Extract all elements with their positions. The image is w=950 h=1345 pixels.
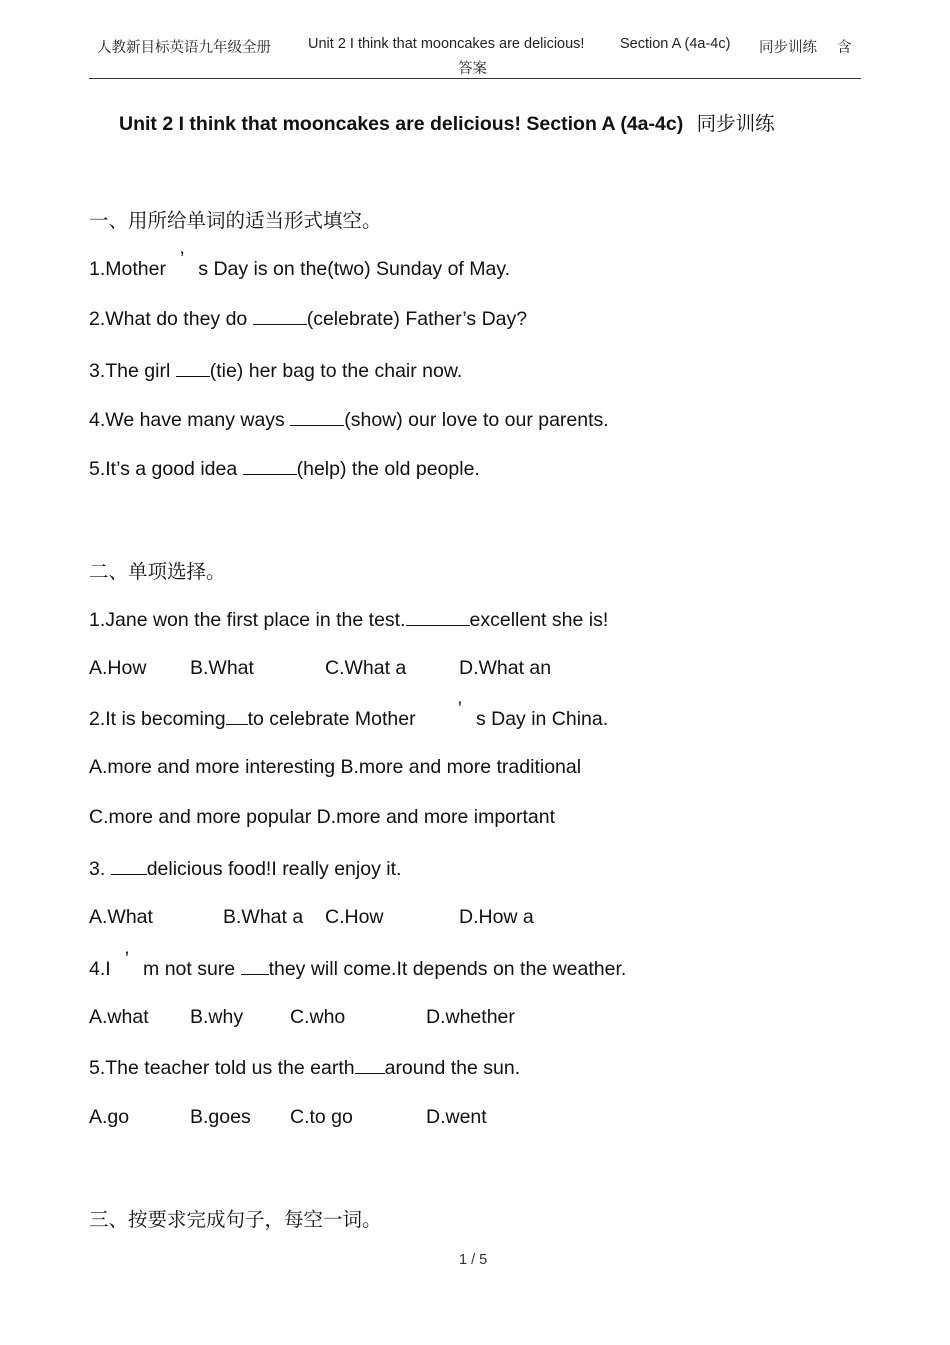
q1-text-d: (two) Sunday of May. [327,258,511,280]
mc-q1-option-a[interactable]: A.How [89,657,147,679]
mc-q1-text-b: excellent she is! [469,609,609,631]
mc-q3-text-b: delicious food!I really enjoy it. [146,858,402,880]
part2-q1 [89,607,608,632]
part2-q2 [89,698,609,731]
mc-q5-option-c[interactable]: C.to go [290,1106,353,1128]
q1-apostrophe: ’ [179,248,185,270]
mc-q4-text-c: m not sure [143,958,236,980]
q1-text-c: s Day is on the [198,258,328,280]
part2-q4 [89,948,627,981]
mc-q2-apostrophe: ’ [457,698,462,720]
answer-blank[interactable] [226,706,248,725]
answer-blank[interactable] [253,306,307,325]
part1-q5 [89,456,480,481]
part1-heading: 一、用所给单词的适当形式填空。 [89,210,382,232]
q2-text-d: s Day? [466,308,528,330]
title-cn: 同步训练 [696,113,775,135]
part2-q3 [89,856,401,881]
mc-q5-option-d[interactable]: D.went [426,1106,487,1128]
answer-blank[interactable] [406,607,470,626]
mc-q1-option-c[interactable]: C.What a [325,657,407,679]
answer-blank[interactable] [241,956,269,975]
header-unit: Unit 2 I think that mooncakes are delicious! [308,36,585,52]
answer-blank[interactable] [355,1055,385,1074]
answer-blank[interactable] [176,358,210,377]
mc-q5-text-b: around the sun. [384,1057,521,1079]
mc-q3-option-b[interactable]: B.What a [223,906,304,928]
q4-text-b: (show) our love to our parents. [344,409,609,431]
header-rule [89,78,861,79]
mc-q1-text: 1.Jane won the first place in the test. [89,609,406,631]
mc-q4-option-a[interactable]: A.what [89,1006,149,1028]
q5-text-c: s a good idea [120,458,238,480]
q5-text-a: 5.It [89,458,117,480]
mc-q4-option-d[interactable]: D.whether [426,1006,515,1028]
part2-q5 [89,1055,520,1080]
part3-heading: 三、按要求完成句子，每空一词。 [89,1209,382,1231]
mc-q4-option-c[interactable]: C.who [290,1006,346,1028]
mc-q4-text-d: they will come.It depends on the weather. [268,958,627,980]
header-book: 人教新目标英语九年级全册 [97,40,271,56]
mc-q1-option-b[interactable]: B.What [190,657,254,679]
mc-q2-text-d: s Day in China. [475,708,609,730]
mc-q5-option-b[interactable]: B.goes [190,1106,251,1128]
q5-text-d: (help) the old people. [296,458,480,480]
q3-text-a: 3.The girl [89,360,171,382]
part1-q4 [89,407,609,432]
mc-q5-option-a[interactable]: A.go [89,1106,130,1128]
page-number: 1 / 5 [459,1252,488,1268]
header-answers-2: 答案 [458,61,487,77]
mc-q4-option-b[interactable]: B.why [190,1006,244,1028]
mc-q4-apostrophe: ’ [124,948,130,970]
q3-text-b: (tie) her bag to the chair now. [209,360,463,382]
mc-q5-text-a: 5.The teacher told us the earth [89,1057,355,1079]
answer-blank[interactable] [111,856,147,875]
answer-blank[interactable] [243,456,297,475]
answer-blank[interactable] [290,407,344,426]
title-en: Unit 2 I think that mooncakes are delicious! Section A (4a-4c) [119,113,684,135]
q5-apostrophe: ’ [116,458,121,480]
mc-q2-text-a: 2.It is becoming [89,708,226,730]
mc-q4-text-a: 4.I [89,958,111,980]
mc-q2-options-line1[interactable]: A.more and more interesting B.more and more traditional [89,756,582,778]
mc-q2-text-b: to celebrate Mother [247,708,416,730]
part1-q1 [89,248,511,281]
part1-q2 [89,306,527,331]
q2-text-a: 2.What do they do [89,308,248,330]
mc-q2-options-line2[interactable]: C.more and more popular D.more and more important [89,806,556,828]
q1-text-a: 1.Mother [89,258,166,280]
mc-q3-option-d[interactable]: D.How a [459,906,534,928]
part2-heading: 二、单项选择。 [89,561,226,583]
mc-q3-option-a[interactable]: A.What [89,906,153,928]
header-answers-1: 含 [837,40,852,56]
mc-q3-option-c[interactable]: C.How [325,906,384,928]
mc-q1-option-d[interactable]: D.What an [459,657,552,679]
header-section: Section A (4a-4c) [620,36,731,52]
q4-text-a: 4.We have many ways [89,409,285,431]
q2-text-b: (celebrate) Father [306,308,463,330]
mc-q3-text-a: 3. [89,858,106,880]
header-practice: 同步训练 [759,40,817,56]
part1-q3 [89,358,462,383]
page-title [119,108,775,136]
q2-apostrophe: ’ [462,308,467,330]
